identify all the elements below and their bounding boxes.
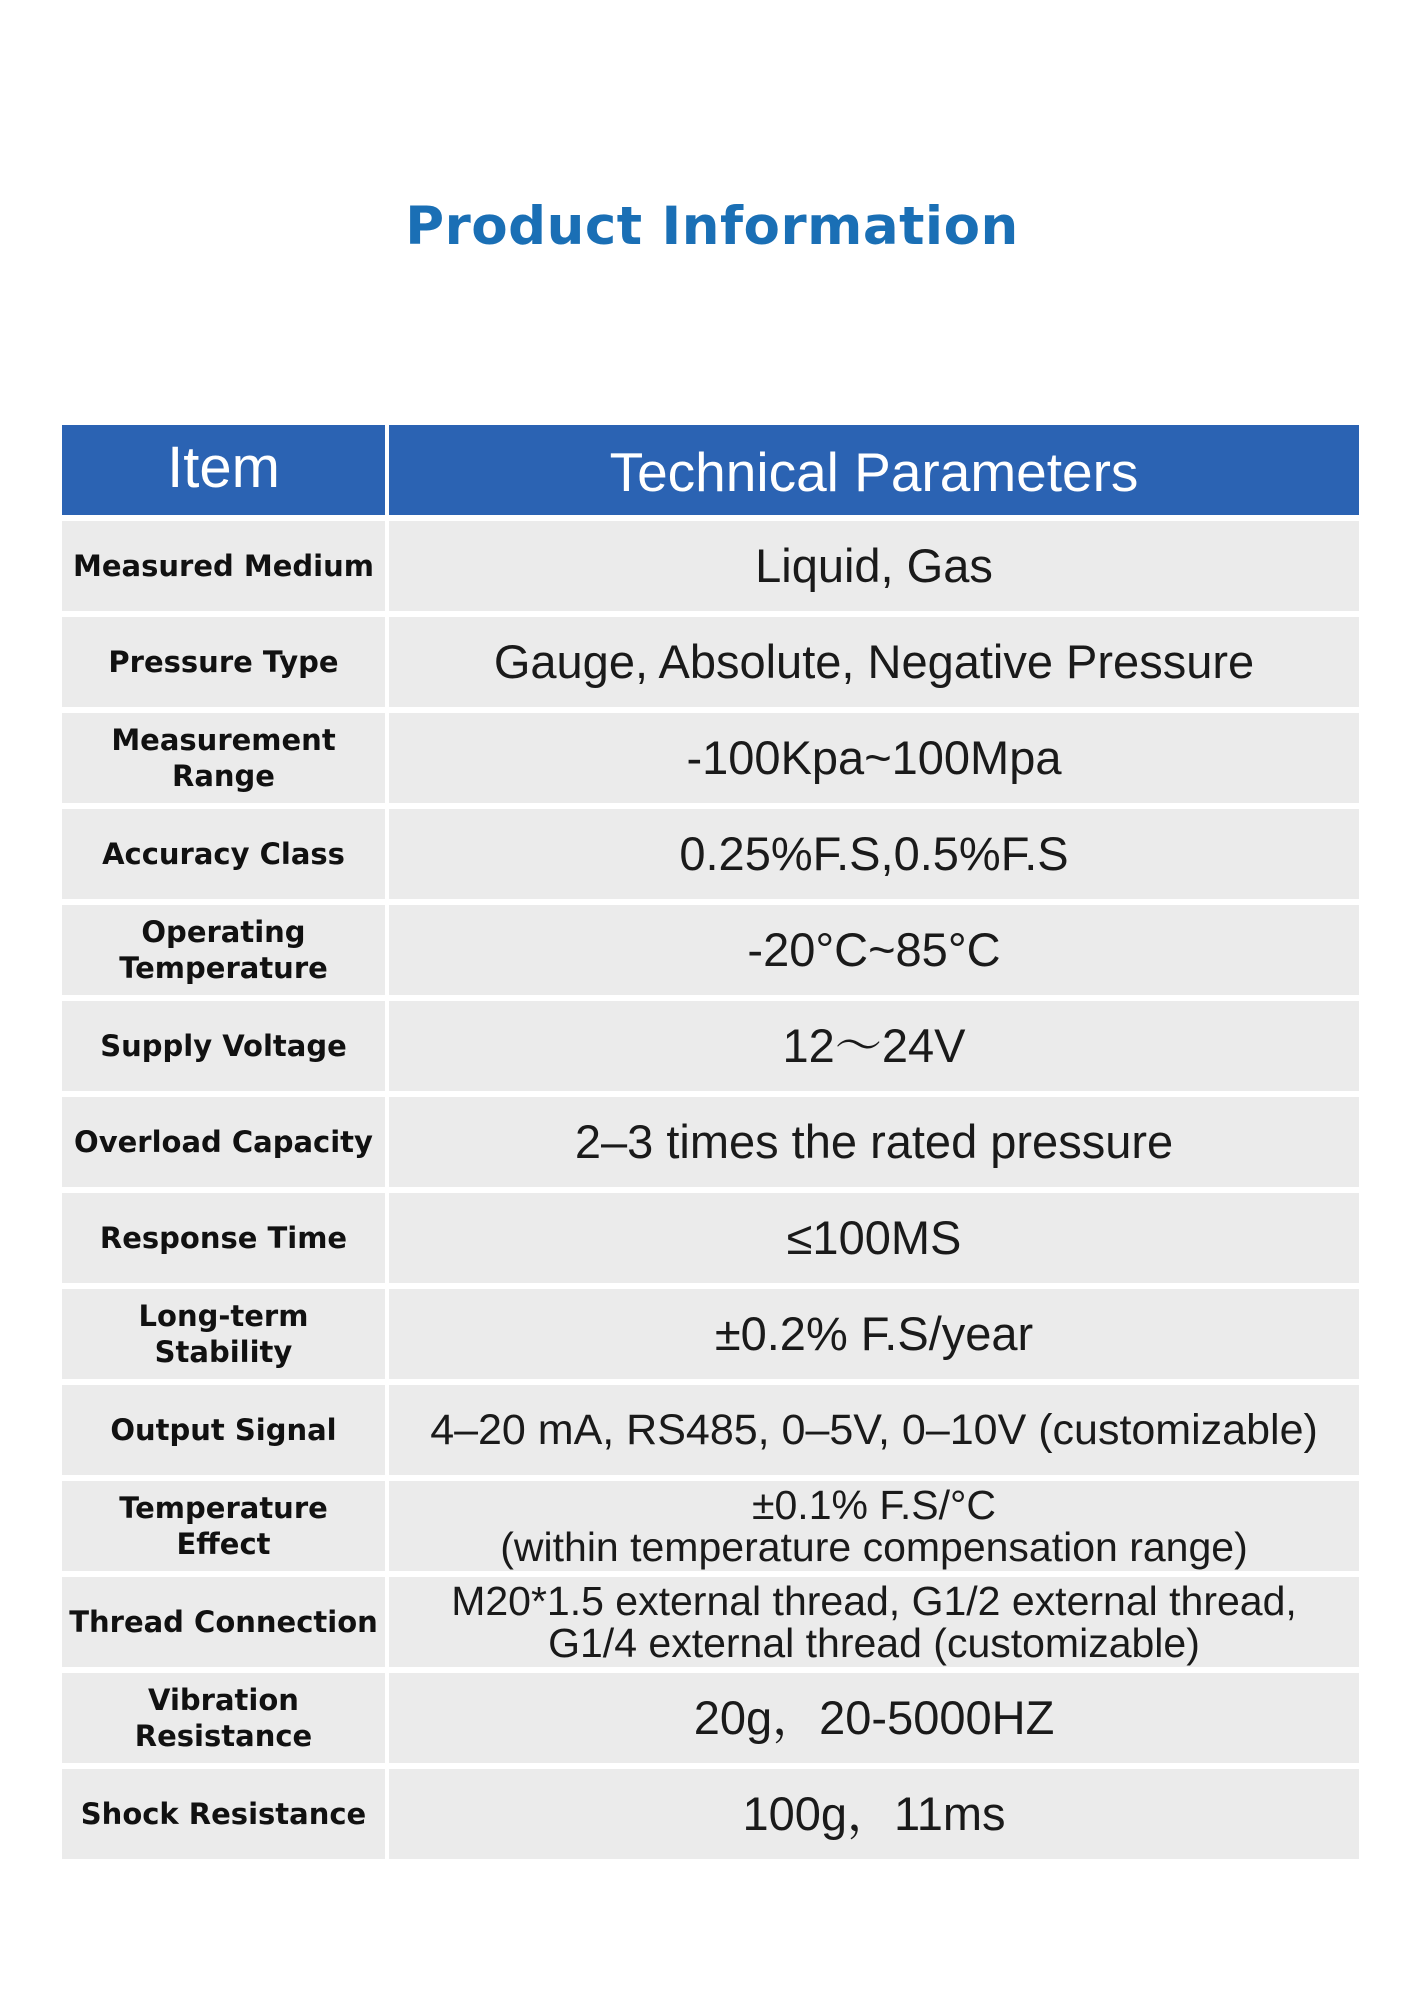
row-value [389,1577,1359,1667]
table-row [62,617,1359,707]
row-value: -100Kpa~100Mpa [389,713,1359,803]
row-item-label: Output Signal [62,1385,385,1475]
row-item-label: Operating Temperature [62,905,385,995]
table-row [62,1769,1359,1859]
table-row [62,1481,1359,1571]
row-item-label: Vibration Resistance [62,1673,385,1763]
row-value [389,1481,1359,1571]
table-row [62,1673,1359,1763]
row-value: 20g，20-5000HZ [389,1673,1359,1763]
table-row [62,1193,1359,1283]
row-value: 4–20 mA, RS485, 0–5V, 0–10V (customizable) [389,1385,1359,1475]
table-row [62,713,1359,803]
table-row [62,905,1359,995]
row-value-line: G1/4 external thread (customizable) [548,1620,1200,1666]
table-row [62,809,1359,899]
row-value: Liquid, Gas [389,521,1359,611]
page-title: Product Information [405,196,1019,257]
row-item-label: Supply Voltage [62,1001,385,1091]
row-item-label: Measured Medium [62,521,385,611]
table-header [62,425,1359,515]
row-item-label: Shock Resistance [62,1769,385,1859]
row-value: ±0.2% F.S/year [389,1289,1359,1379]
table-row [62,1385,1359,1475]
row-item-label: Overload Capacity [62,1097,385,1187]
row-value-line: ±0.1% F.S/°C [752,1482,996,1528]
table-row [62,1289,1359,1379]
row-value-line: M20*1.5 external thread, G1/2 external thread, [451,1578,1297,1624]
row-value: Gauge, Absolute, Negative Pressure [389,617,1359,707]
row-value-line: (within temperature compensation range) [500,1524,1248,1570]
table-row [62,1577,1359,1667]
header-item: Item [167,434,280,500]
row-item-label: Thread Connection [62,1577,385,1667]
row-item-label: Temperature Effect [62,1481,385,1571]
row-item-label: Measurement Range [62,713,385,803]
row-item-label: Long-term Stability [62,1289,385,1379]
row-value: -20°C~85°C [389,905,1359,995]
row-value: 12～24V [389,1001,1359,1091]
row-value: 0.25%F.S,0.5%F.S [389,809,1359,899]
row-item-label: Pressure Type [62,617,385,707]
row-item-label: Response Time [62,1193,385,1283]
row-item-label: Accuracy Class [62,809,385,899]
spec-table [62,425,1359,1859]
header-technical-parameters: Technical Parameters [609,441,1139,503]
row-value: 2–3 times the rated pressure [389,1097,1359,1187]
table-row [62,521,1359,611]
row-value: ≤100MS [389,1193,1359,1283]
table-row [62,1001,1359,1091]
table-row [62,1097,1359,1187]
row-value: 100g，11ms [389,1769,1359,1859]
